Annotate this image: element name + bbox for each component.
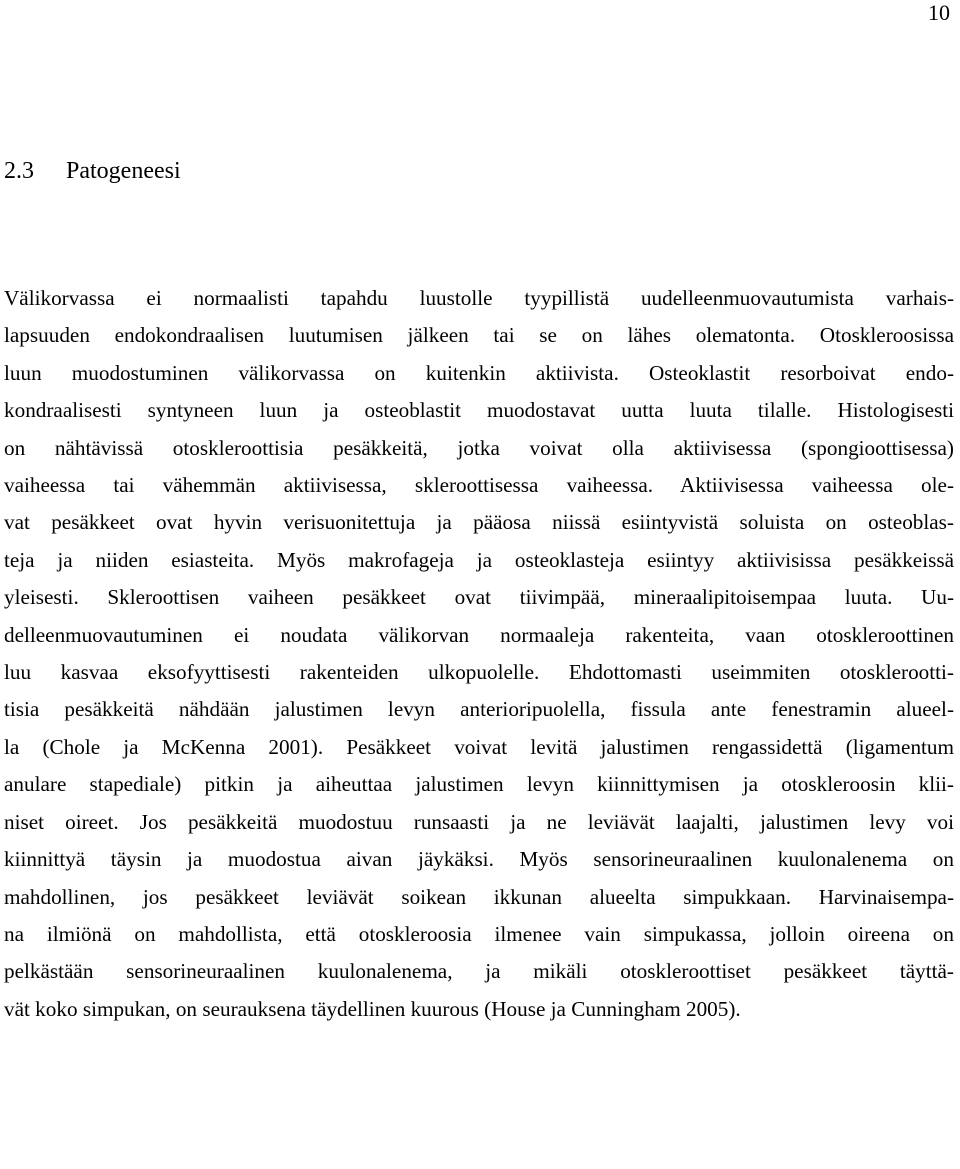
paragraph-line: na ilmiönä on mahdollista, että otoskleroosia ilmenee vain simpukassa, jolloin oireena on xyxy=(4,921,954,946)
paragraph-line: niset oireet. Jos pesäkkeitä muodostuu runsaasti ja ne leviävät laajalti, jalustimen levy voi xyxy=(4,809,954,834)
paragraph-line: kondraalisesti syntyneen luun ja osteoblastit muodostavat uutta luuta tilalle. Histologisesti xyxy=(4,398,954,423)
section-number: 2.3 xyxy=(4,158,34,184)
paragraph-line: vat pesäkkeet ovat hyvin verisuonitettuja ja pääosa niissä esiintyvistä soluista on osteoblas- xyxy=(4,510,954,535)
section-heading xyxy=(4,156,181,186)
paragraph-line: vät koko simpukan, on seurauksena täydellinen kuurous (House ja Cunningham 2005). xyxy=(4,996,741,1021)
paragraph-line: la (Chole ja McKenna 2001). Pesäkkeet voivat levitä jalustimen rengassidettä (ligamentum xyxy=(4,734,954,759)
paragraph-line: lapsuuden endokondraalisen luutumisen jälkeen tai se on lähes olematonta. Otoskleroosissa xyxy=(4,323,954,348)
paragraph-line: anulare stapediale) pitkin ja aiheuttaa jalustimen levyn kiinnittymisen ja otoskleroosin klii- xyxy=(4,772,954,797)
paragraph-line: delleenmuovautuminen ei noudata välikorvan normaaleja rakenteita, vaan otoskleroottinen xyxy=(4,622,954,647)
paragraph-line: luu kasvaa eksofyyttisesti rakenteiden ulkopuolelle. Ehdottomasti useimmiten otosklerootti- xyxy=(4,660,954,685)
paragraph-line: teja ja niiden esiasteita. Myös makrofageja ja osteoklasteja esiintyy aktiivisissa pesäkkeissä xyxy=(4,547,954,572)
paragraph-line: kiinnittyä täysin ja muodostua aivan jäykäksi. Myös sensorineuraalinen kuulonalenema on xyxy=(4,847,954,872)
paragraph-line: tisia pesäkkeitä nähdään jalustimen levyn anterioripuolella, fissula ante fenestramin alueel- xyxy=(4,697,954,722)
paragraph-line: yleisesti. Skleroottisen vaiheen pesäkkeet ovat tiivimpää, mineraalipitoisempaa luuta. Uu- xyxy=(4,585,954,610)
body-paragraph xyxy=(4,280,954,1028)
paragraph-line: on nähtävissä otoskleroottisia pesäkkeitä, jotka voivat olla aktiivisessa (spongioottisessa) xyxy=(4,435,954,460)
paragraph-line: vaiheessa tai vähemmän aktiivisessa, skleroottisessa vaiheessa. Aktiivisessa vaiheessa ole- xyxy=(4,473,954,498)
paragraph-line: Välikorvassa ei normaalisti tapahdu luustolle tyypillistä uudelleenmuovautumista varhais- xyxy=(4,286,954,310)
page-number: 10 xyxy=(928,0,950,25)
paragraph-line: pelkästään sensorineuraalinen kuulonalenema, ja mikäli otoskleroottiset pesäkkeet täyttä- xyxy=(4,959,954,984)
paragraph-line: mahdollinen, jos pesäkkeet leviävät soikean ikkunan alueelta simpukkaan. Harvinaisempa- xyxy=(4,884,954,909)
section-title: Patogeneesi xyxy=(66,158,181,184)
paragraph-line: luun muodostuminen välikorvassa on kuitenkin aktiivista. Osteoklastit resorboivat endo- xyxy=(4,360,954,385)
